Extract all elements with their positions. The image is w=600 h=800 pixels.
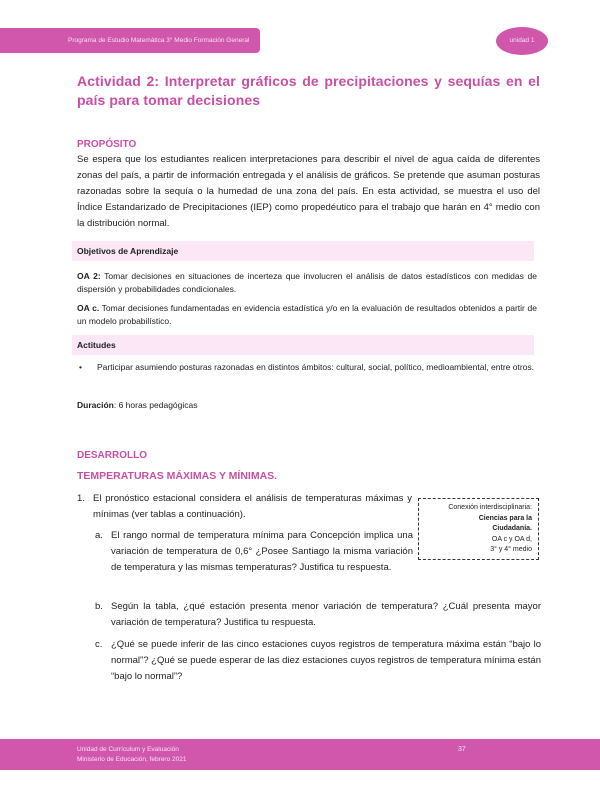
footer-unit: Unidad de Currículum y Evaluación bbox=[77, 746, 179, 753]
actitud-text: Participar asumiendo posturas razonadas en distintos ámbitos: cultural, social, político, medioambiental, entre otros. bbox=[97, 362, 535, 372]
question-1c bbox=[95, 637, 541, 685]
conexion-levels: 3° y 4° medio bbox=[490, 546, 532, 553]
objective-text: Tomar decisiones en situaciones de incerteza que involucren el análisis de datos estadísticos con medidas de dispersión y probabilidades condicionales. bbox=[77, 271, 537, 294]
program-title: Programa de Estudio Matemática 3° Medio Formación General bbox=[68, 37, 250, 44]
conexion-label: Conexión interdisciplinaria: bbox=[448, 504, 532, 511]
actitud-list-item bbox=[77, 361, 537, 374]
conexion-subject: Ciencias para la bbox=[478, 514, 532, 522]
activity-title: Actividad 2: Interpretar gráficos de precipitaciones y sequías en el país para tomar decisiones bbox=[77, 73, 540, 108]
question-1 bbox=[77, 491, 412, 523]
objetivos-heading: Objetivos de Aprendizaje bbox=[72, 241, 534, 261]
footer-ministry: Ministerio de Educación, febrero 2021 bbox=[77, 756, 187, 763]
conexion-subject-2: Ciudadanía. bbox=[492, 525, 532, 532]
objective-item bbox=[77, 270, 537, 295]
program-header-bar bbox=[0, 28, 260, 53]
question-number: 1. bbox=[77, 493, 85, 504]
question-text: El rango normal de temperatura mínima para Concepción implica una variación de temperatura de 0,6° ¿Posee Santiago la misma variación de temperatura y las mismas temperaturas? Justifica tu respuesta. bbox=[111, 530, 413, 573]
proposito-heading: PROPÓSITO bbox=[77, 139, 137, 150]
objective-code: OA 2: bbox=[77, 271, 101, 281]
desarrollo-heading: DESARROLLO bbox=[77, 450, 147, 461]
question-text: ¿Qué se puede inferir de las cinco estaciones cuyos registros de temperatura máxima están “bajo lo normal”? ¿Qué se puede esperar de las diez estaciones cuyos registros de temperatura mínima están “bajo lo normal”? bbox=[111, 639, 541, 682]
temperaturas-subheading: TEMPERATURAS MÁXIMAS Y MÍNIMAS. bbox=[77, 470, 278, 482]
objective-item bbox=[77, 302, 537, 327]
unit-badge-label: unidad 1 bbox=[509, 37, 535, 44]
question-text: Según la tabla, ¿qué estación presenta menor variación de temperatura? ¿Cuál presenta mayor variación de temperatura? Justifica tu respuesta. bbox=[111, 601, 541, 628]
duracion-value: : 6 horas pedagógicas bbox=[113, 400, 198, 410]
proposito-text: Se espera que los estudiantes realicen interpretaciones para describir el nivel de agua caída de diferentes zonas del país, a partir de información entregada y el análisis de gráficos. Se pretende que asuman posturas razonadas sobre la sequía o la humedad de una zona del país. En esta actividad, se muestra el uso del Índice Estandarizado de Precipitaciones (IEP) como propedéutico para el trabajo que harán en 4° medio con la distribución normal. bbox=[77, 154, 540, 229]
bullet-icon: • bbox=[79, 362, 82, 372]
actitudes-heading: Actitudes bbox=[72, 335, 534, 355]
objective-text: Tomar decisiones fundamentadas en evidencia estadística y/o en la evaluación de resultados obtenidos a partir de un modelo probabilístico. bbox=[77, 303, 537, 326]
question-text: El pronóstico estacional considera el análisis de temperaturas máximas y mínimas (ver tablas a continuación). bbox=[93, 493, 412, 520]
page-footer bbox=[0, 739, 600, 770]
unit-badge bbox=[496, 27, 548, 55]
question-letter: a. bbox=[95, 530, 103, 541]
question-1a bbox=[95, 528, 413, 576]
question-1b bbox=[95, 599, 541, 631]
interdisciplinary-connection-box bbox=[418, 498, 539, 560]
page-number: 37 bbox=[458, 746, 466, 753]
question-letter: c. bbox=[95, 639, 103, 650]
objective-code: OA c. bbox=[77, 303, 100, 313]
duracion-label: Duración bbox=[77, 400, 114, 410]
conexion-oa: OA c y OA d, bbox=[491, 535, 532, 543]
question-letter: b. bbox=[95, 601, 103, 612]
duracion bbox=[77, 400, 198, 410]
